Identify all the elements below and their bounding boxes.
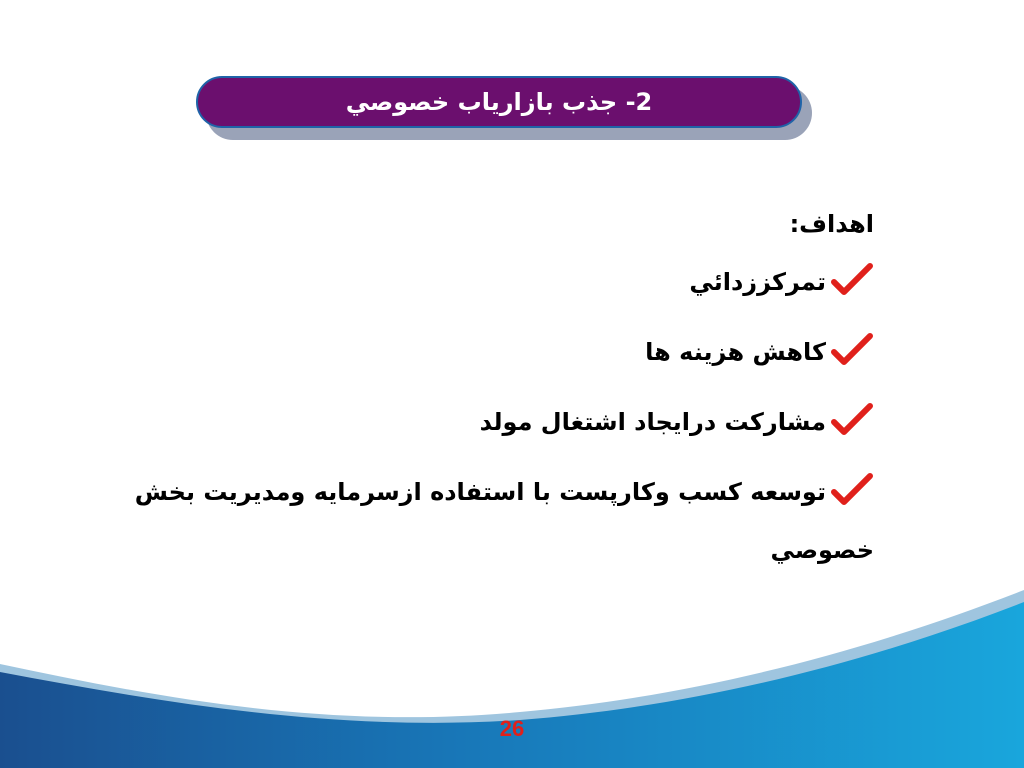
bullet-item: [114, 260, 874, 304]
page-number: 26: [499, 716, 525, 741]
bullet-text-line1: توسعه كسب وكارپست با استفاده ازسرمايه ومديريت بخش: [134, 478, 826, 506]
checkmark-icon: [830, 332, 874, 370]
checkmark-icon: [830, 262, 874, 300]
bullet-item: [114, 400, 874, 444]
slide-body: [114, 200, 874, 598]
bullet-text-line2: خصوصي: [770, 536, 874, 564]
slide-title: 2- جذب بازارياب خصوصي: [345, 88, 653, 116]
bullet-item: [114, 470, 874, 572]
checkmark-icon: [830, 402, 874, 440]
bullet-item: [114, 330, 874, 374]
bullet-text: مشاركت درايجاد اشتغال مولد: [479, 408, 826, 436]
checkmark-icon: [830, 472, 874, 510]
objectives-heading: اهداف:: [789, 210, 874, 238]
bullet-text: تمركززدائي: [689, 268, 826, 296]
bullet-text: كاهش هزينه ها: [645, 338, 826, 366]
title-banner: [196, 76, 802, 128]
